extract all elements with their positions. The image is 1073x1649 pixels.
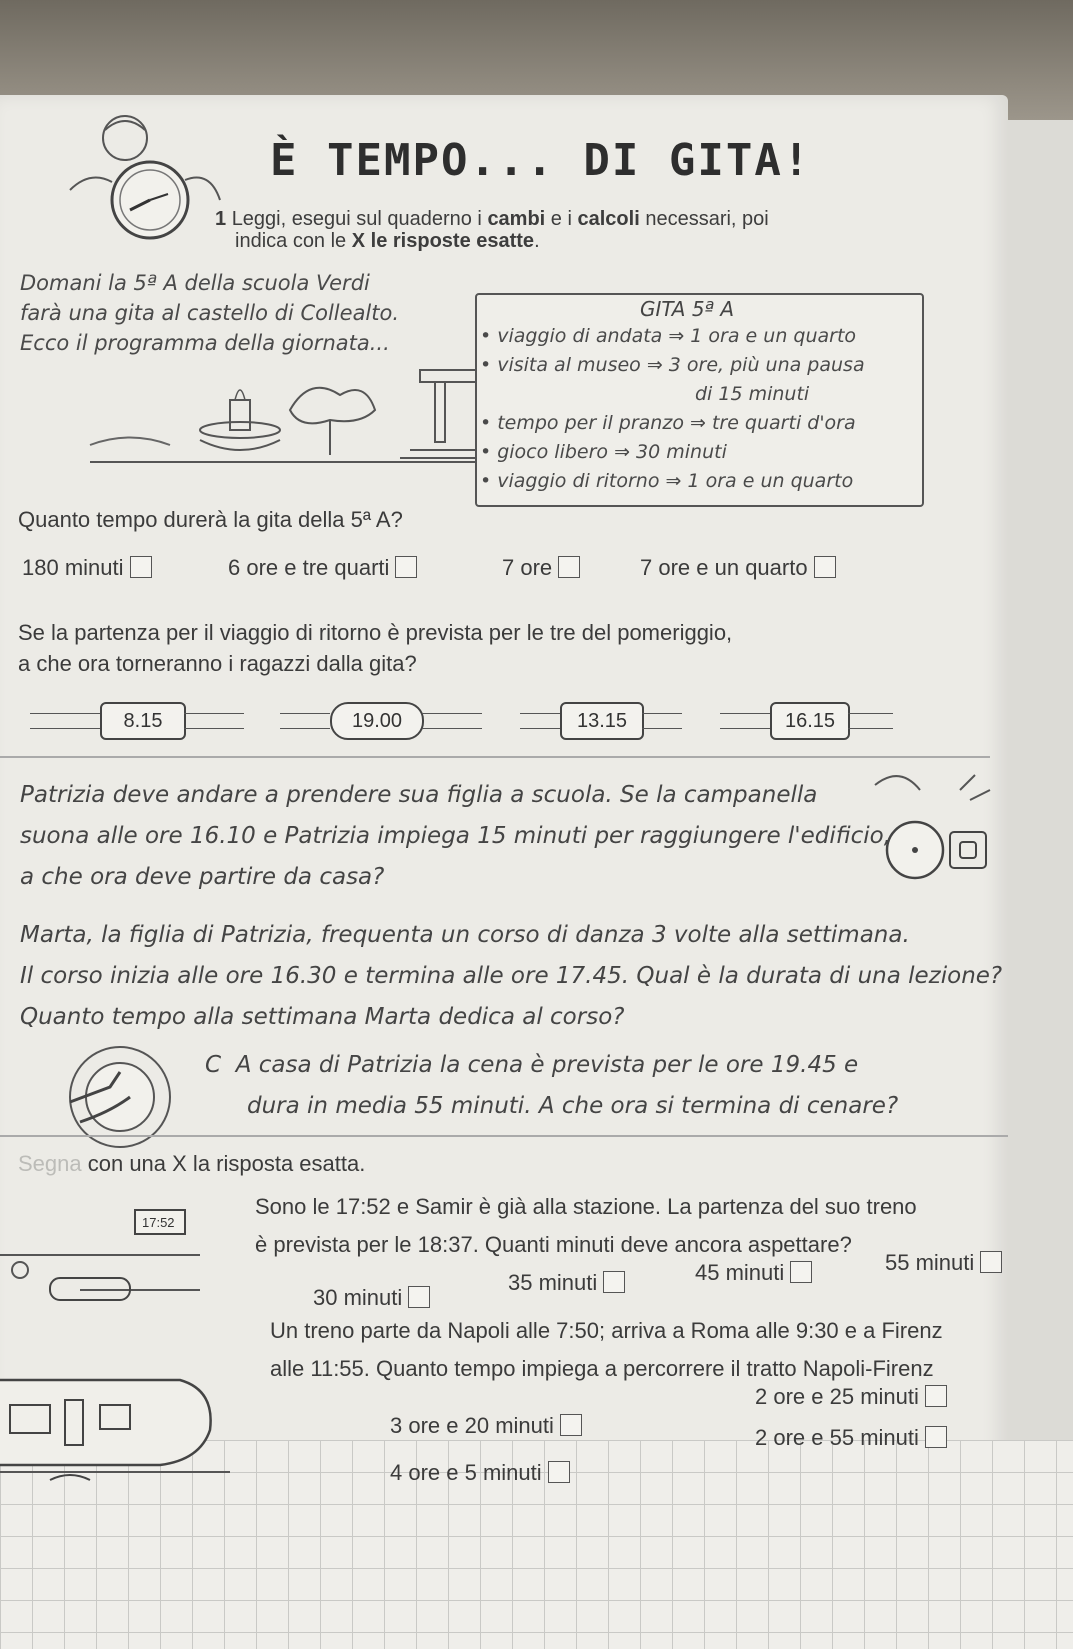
- train-illustration: [0, 1360, 230, 1510]
- program-item: • viaggio di andata ⇒ 1 ora e un quarto: [480, 322, 865, 351]
- program-list: [480, 322, 865, 496]
- instruction-text: indica con le: [235, 230, 352, 252]
- station-display-text: 17:52: [142, 1215, 175, 1230]
- answer-option[interactable]: [502, 555, 580, 581]
- watch-strap: [184, 713, 244, 729]
- question-line: Se la partenza per il viaggio di ritorno è prevista per le tre del pomeriggio,: [18, 620, 733, 645]
- instruction-text: Leggi, esegui sul quaderno i: [231, 208, 488, 230]
- program-item: • viaggio di ritorno ⇒ 1 ora e un quarto: [480, 467, 865, 496]
- exercise-2-question-2: [270, 1312, 943, 1388]
- option-label: 2 ore e 25 minuti: [755, 1384, 919, 1409]
- watch-answer[interactable]: 19.00: [330, 702, 424, 740]
- problem-line: Marta, la figlia di Patrizia, frequenta un corso di danza 3 volte alla settimana.: [20, 922, 910, 948]
- problem-b: [20, 915, 1002, 1038]
- instruction-text: con una X la risposta esatta.: [81, 1151, 366, 1176]
- page-title: È TEMPO... DI GITA!: [270, 135, 812, 186]
- section-divider: [0, 1135, 1008, 1137]
- answer-checkbox[interactable]: [603, 1271, 625, 1293]
- problem-a: [20, 775, 891, 898]
- watch-answer[interactable]: 16.15: [770, 702, 850, 740]
- watch-answer[interactable]: 8.15: [100, 702, 186, 740]
- intro-line: Domani la 5ª A della scuola Verdi: [20, 271, 370, 295]
- answer-option[interactable]: [695, 1260, 812, 1286]
- option-label: 7 ore: [502, 555, 553, 580]
- answer-option[interactable]: [885, 1250, 1002, 1276]
- question-line: Sono le 17:52 e Samir è già alla stazione. La partenza del suo treno: [255, 1194, 917, 1219]
- answer-option[interactable]: [390, 1413, 582, 1439]
- option-label: 7 ore e un quarto: [640, 555, 808, 580]
- answer-option[interactable]: [390, 1460, 570, 1486]
- option-label: 2 ore e 55 minuti: [755, 1425, 919, 1450]
- answer-option[interactable]: [228, 555, 417, 581]
- option-label: 55 minuti: [885, 1250, 975, 1275]
- option-label: 35 minuti: [508, 1270, 598, 1295]
- section-divider: [0, 756, 990, 758]
- answer-checkbox[interactable]: [560, 1414, 582, 1436]
- instruction-text: .: [534, 230, 540, 252]
- answer-checkbox[interactable]: [395, 556, 417, 578]
- program-item: • visita al museo ⇒ 3 ore, più una pausa: [480, 351, 865, 380]
- option-label: 30 minuti: [313, 1285, 403, 1310]
- watch-answer[interactable]: 13.15: [560, 702, 644, 740]
- watch-strap: [280, 713, 330, 729]
- station-illustration: [0, 1200, 200, 1330]
- answer-option[interactable]: [640, 555, 836, 581]
- question-line: alle 11:55. Quanto tempo impiega a percorrere il tratto Napoli-Firenz: [270, 1356, 934, 1381]
- problem-c: [205, 1045, 898, 1127]
- program-item: • gioco libero ⇒ 30 minuti: [480, 438, 865, 467]
- program-item-continuation: [480, 380, 865, 409]
- question-2-text: [18, 617, 978, 679]
- watch-strap: [642, 713, 682, 729]
- problem-line: a che ora deve partire da casa?: [20, 864, 385, 890]
- exercise-2-question-1: [255, 1188, 917, 1264]
- question-line: Un treno parte da Napoli alle 7:50; arriva a Roma alle 9:30 e a Firenz: [270, 1318, 943, 1343]
- exercise-number: 1: [215, 208, 227, 230]
- answer-checkbox[interactable]: [408, 1286, 430, 1308]
- program-item-text: di 15 minuti: [695, 383, 810, 405]
- instruction-faint: Segna: [18, 1151, 82, 1176]
- answer-option[interactable]: [22, 555, 152, 581]
- answer-checkbox[interactable]: [925, 1385, 947, 1407]
- program-title: GITA 5ª A: [640, 297, 735, 321]
- option-label: 45 minuti: [695, 1260, 785, 1285]
- problem-line: Il corso inizia alle ore 16.30 e termina alle ore 17.45. Qual è la durata di una lezione?: [20, 963, 1003, 989]
- answer-checkbox[interactable]: [558, 556, 580, 578]
- answer-checkbox[interactable]: [814, 556, 836, 578]
- option-label: 6 ore e tre quarti: [228, 555, 390, 580]
- instruction-text: e i: [545, 208, 578, 230]
- watch-strap: [30, 713, 100, 729]
- exercise-2-instruction: [18, 1145, 365, 1183]
- intro-line: farà una gita al castello di Collealto.: [20, 301, 400, 325]
- answer-option[interactable]: [508, 1270, 625, 1296]
- problem-letter: C: [205, 1052, 222, 1078]
- answer-option[interactable]: [313, 1285, 430, 1311]
- option-label: 3 ore e 20 minuti: [390, 1413, 554, 1438]
- answer-checkbox[interactable]: [790, 1261, 812, 1283]
- watch-strap: [520, 713, 560, 729]
- problem-line: suona alle ore 16.10 e Patrizia impiega 15 minuti per raggiungere l'edificio,: [20, 823, 892, 849]
- answer-option[interactable]: [755, 1425, 947, 1451]
- answer-checkbox[interactable]: [925, 1426, 947, 1448]
- answer-checkbox[interactable]: [980, 1251, 1002, 1273]
- watch-strap: [848, 713, 893, 729]
- question-line: è prevista per le 18:37. Quanti minuti deve ancora aspettare?: [255, 1232, 852, 1257]
- instruction-text: necessari, poi: [639, 208, 769, 230]
- watch-strap: [720, 713, 770, 729]
- story-intro: [20, 268, 399, 358]
- option-label: 180 minuti: [22, 555, 124, 580]
- program-item: • tempo per il pranzo ⇒ tre quarti d'ora: [480, 409, 865, 438]
- instruction-bold: cambi: [487, 208, 546, 230]
- question-1-text: Quanto tempo durerà la gita della 5ª A?: [18, 507, 403, 532]
- option-label: 4 ore e 5 minuti: [390, 1460, 542, 1485]
- exercise-1-instruction: [215, 208, 895, 252]
- instruction-bold: calcoli: [577, 208, 640, 230]
- instruction-bold: X le risposte esatte: [351, 230, 535, 252]
- answer-checkbox[interactable]: [548, 1461, 570, 1483]
- problem-line: Patrizia deve andare a prendere sua figlia a scuola. Se la campanella: [20, 782, 818, 808]
- answer-checkbox[interactable]: [130, 556, 152, 578]
- watch-strap: [422, 713, 482, 729]
- problem-line: dura in media 55 minuti. A che ora si termina di cenare?: [247, 1093, 899, 1119]
- answer-option[interactable]: [755, 1384, 947, 1410]
- problem-line: A casa di Patrizia la cena è prevista per le ore 19.45 e: [235, 1052, 859, 1078]
- problem-line: Quanto tempo alla settimana Marta dedica al corso?: [20, 1004, 625, 1030]
- intro-line: Ecco il programma della giornata...: [20, 331, 390, 355]
- question-line: a che ora torneranno i ragazzi dalla gita?: [18, 651, 417, 676]
